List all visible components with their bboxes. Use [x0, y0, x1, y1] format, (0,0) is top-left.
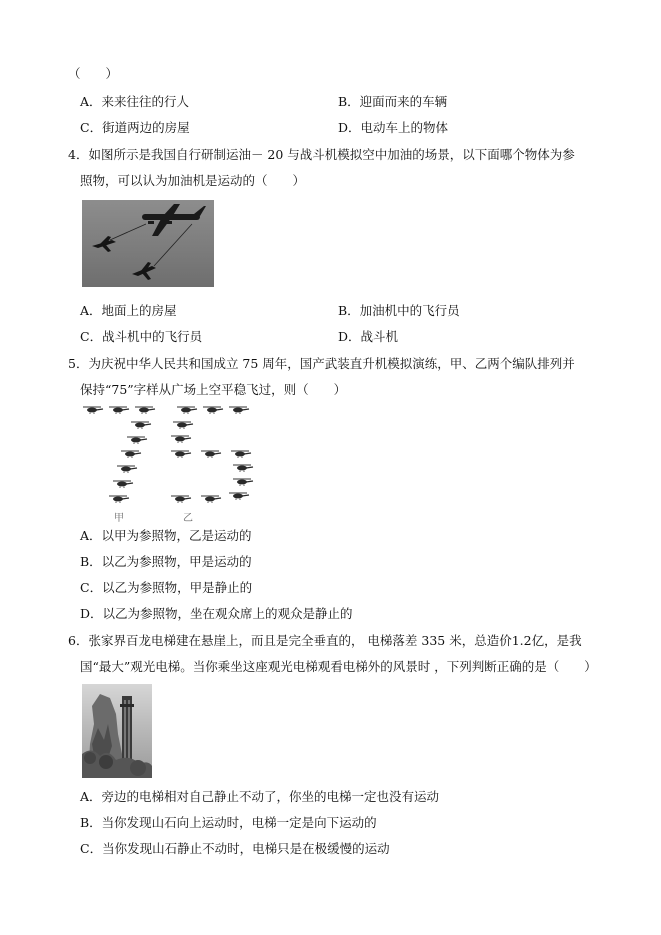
- q3-option-a[interactable]: A．来来往往的行人: [80, 94, 190, 109]
- q4-stem-line1: 4．如图所示是我国自行研制运油－ 20 与战斗机模拟空中加油的场景，以下面哪个物体为参: [68, 147, 575, 162]
- q4-stem-line2: 照物，可以认为加油机是运动的（ ）: [80, 173, 306, 188]
- q5-stem-line2: 保持“75”字样从广场上空平稳飞过，则（ ）: [80, 382, 347, 397]
- aircraft-icon: [82, 200, 214, 287]
- q5-option-b[interactable]: B．以乙为参照物，甲是运动的: [80, 554, 252, 569]
- q4-option-b[interactable]: B．加油机中的飞行员: [338, 303, 460, 318]
- q5-option-c[interactable]: C．以乙为参照物，甲是静止的: [80, 580, 253, 595]
- formation-label-yi: 乙: [183, 513, 193, 524]
- q4-option-d[interactable]: D．战斗机: [338, 329, 399, 344]
- q4-option-a[interactable]: A．地面上的房屋: [80, 303, 177, 318]
- q3-option-c[interactable]: C．街道两边的房屋: [80, 120, 190, 135]
- q6-stem-line1: 6．张家界百龙电梯建在悬崖上，而且是完全垂直的， 电梯落差 335 米，总造价1.2亿，是我: [68, 633, 582, 648]
- q5-option-a[interactable]: A．以甲为参照物，乙是运动的: [80, 528, 252, 543]
- q6-option-b[interactable]: B．当你发现山石向上运动时，电梯一定是向下运动的: [80, 815, 377, 830]
- q5-stem-line1: 5．为庆祝中华人民共和国成立 75 周年，国产武装直升机模拟演练，甲、乙两个编队排列并: [68, 356, 575, 371]
- q3-option-b[interactable]: B．迎面而来的车辆: [338, 94, 448, 109]
- q4-option-c[interactable]: C．战斗机中的飞行员: [80, 329, 203, 344]
- helicopter-formation-figure: [80, 402, 255, 522]
- helicopter-formation-icon: [80, 402, 255, 522]
- elevator-cliff-photo: [82, 684, 152, 778]
- q5-option-d[interactable]: D．以乙为参照物，坐在观众席上的观众是静止的: [80, 606, 353, 621]
- formation-label-jia: 甲: [114, 513, 124, 524]
- q6-option-a[interactable]: A．旁边的电梯相对自己静止不动了，你坐的电梯一定也没有运动: [80, 789, 440, 804]
- q3-option-d[interactable]: D．电动车上的物体: [338, 120, 449, 135]
- cliff-elevator-icon: [82, 684, 152, 778]
- refueling-photo: [82, 200, 214, 287]
- q6-stem-line2: 国“最大”观光电梯。当你乘坐这座观光电梯观看电梯外的风景时 ，下列判断正确的是（ ）: [80, 659, 597, 674]
- q3-answer-paren: （ ）: [68, 66, 119, 81]
- q6-option-c[interactable]: C．当你发现山石静止不动时，电梯只是在极缓慢的运动: [80, 841, 390, 856]
